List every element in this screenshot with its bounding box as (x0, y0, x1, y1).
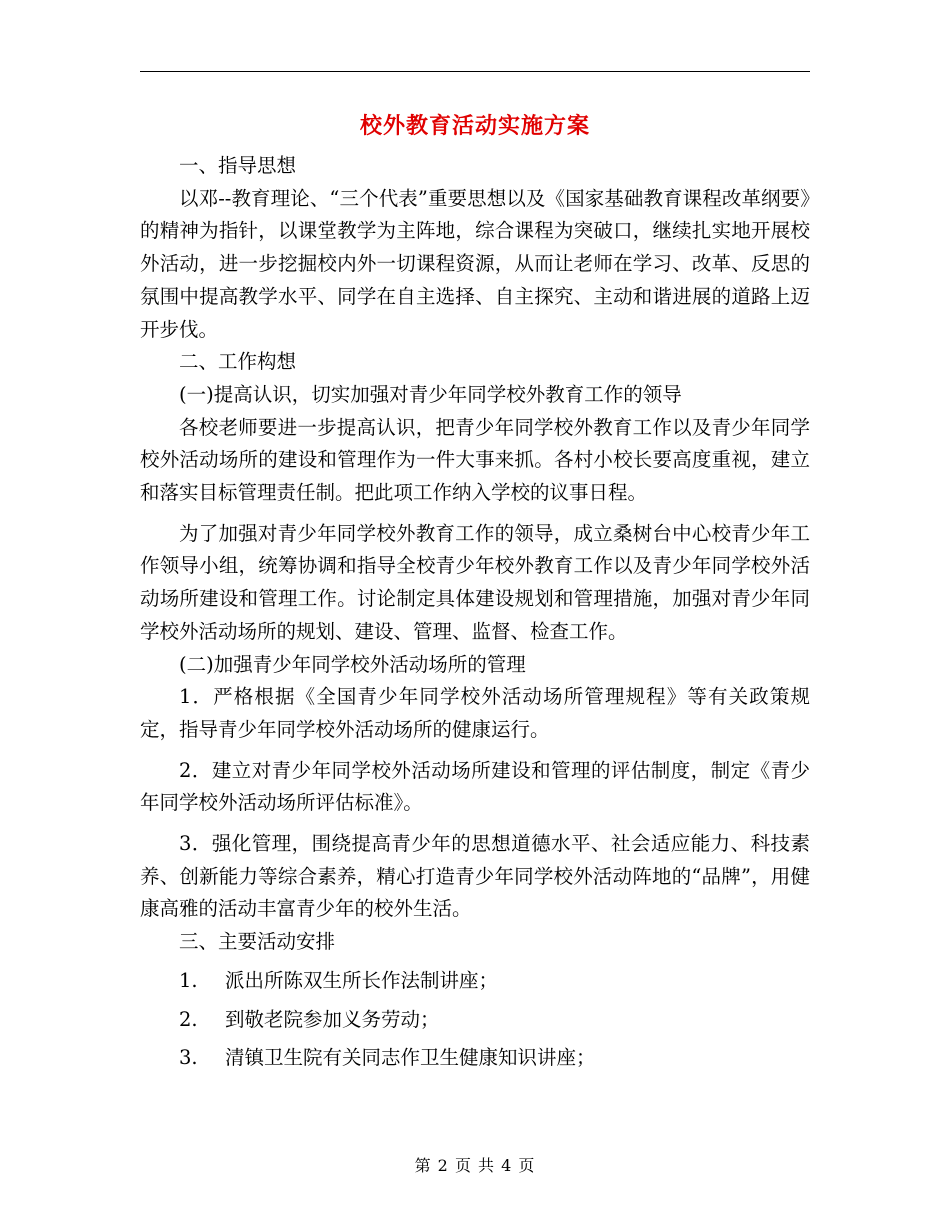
page-footer: 第 2 页 共 4 页 (414, 1156, 536, 1175)
list-number: 3. (179, 1046, 198, 1070)
paragraph: 为了加强对青少年同学校外教育工作的领导，成立桑树台中心校青少年工作领导小组，统筹协调和指导全校青少年校外教育工作以及青少年同学校外活动场所建设和管理工作。讨论制定具体建设规划和管理措施，加强对青少年同学校外活动场所的规划、建设、管理、监督、检查工作。 (140, 521, 810, 643)
list-text: 到敬老院参加义务劳动； (225, 1007, 440, 1031)
paragraph: 1．严格根据《全国青少年同学校外活动场所管理规程》等有关政策规定，指导青少年同学校外活动场所的健康运行。 (140, 685, 810, 741)
list-item (140, 1004, 810, 1037)
list-number: 2. (179, 1007, 198, 1031)
subheading-leadership: (一)提高认识，切实加强对青少年同学校外教育工作的领导 (179, 382, 682, 406)
section-heading-activities: 三、主要活动安排 (179, 930, 336, 954)
list-number: 1. (179, 968, 198, 992)
paragraph: 2．建立对青少年同学校外活动场所建设和管理的评估制度，制定《青少年同学校外活动场所评估标准》。 (140, 758, 810, 815)
list-text: 清镇卫生院有关同志作卫生健康知识讲座； (225, 1046, 596, 1070)
list-item (140, 965, 810, 998)
section-heading-work-plan: 二、工作构想 (179, 350, 297, 374)
paragraph: 各校老师要进一步提高认识，把青少年同学校外教育工作以及青少年同学校外活动场所的建设和管理作为一件大事来抓。各村小校长要高度重视，建立和落实目标管理责任制。把此项工作纳入学校的议事日程。 (140, 415, 810, 505)
header-rule (140, 71, 810, 72)
section-heading-guiding-thought: 一、指导思想 (179, 154, 297, 177)
document-title: 校外教育活动实施方案 (359, 113, 590, 139)
subheading-management: (二)加强青少年同学校外活动场所的管理 (179, 652, 526, 676)
document-body (140, 150, 810, 1075)
paragraph: 3．强化管理，围绕提高青少年的思想道德水平、社会适应能力、科技素养、创新能力等综合素养，精心打造青少年同学校外活动阵地的“品牌”，用健康高雅的活动丰富青少年的校外生活。 (140, 832, 810, 921)
paragraph: 以邓--教育理论、“三个代表”重要思想以及《国家基础教育课程改革纲要》的精神为指针，以课堂教学为主阵地，综合课程为突破口，继续扎实地开展校外活动，进一步挖掘校内外一切课程资源，从而让老师在学习、改革、反思的氛围中提高教学水平、同学在自主选择、自主探究、主动和谐进展的道路上迈开步伐。 (140, 186, 810, 341)
list-item (140, 1042, 810, 1075)
list-text: 派出所陈双生所长作法制讲座； (225, 968, 499, 992)
